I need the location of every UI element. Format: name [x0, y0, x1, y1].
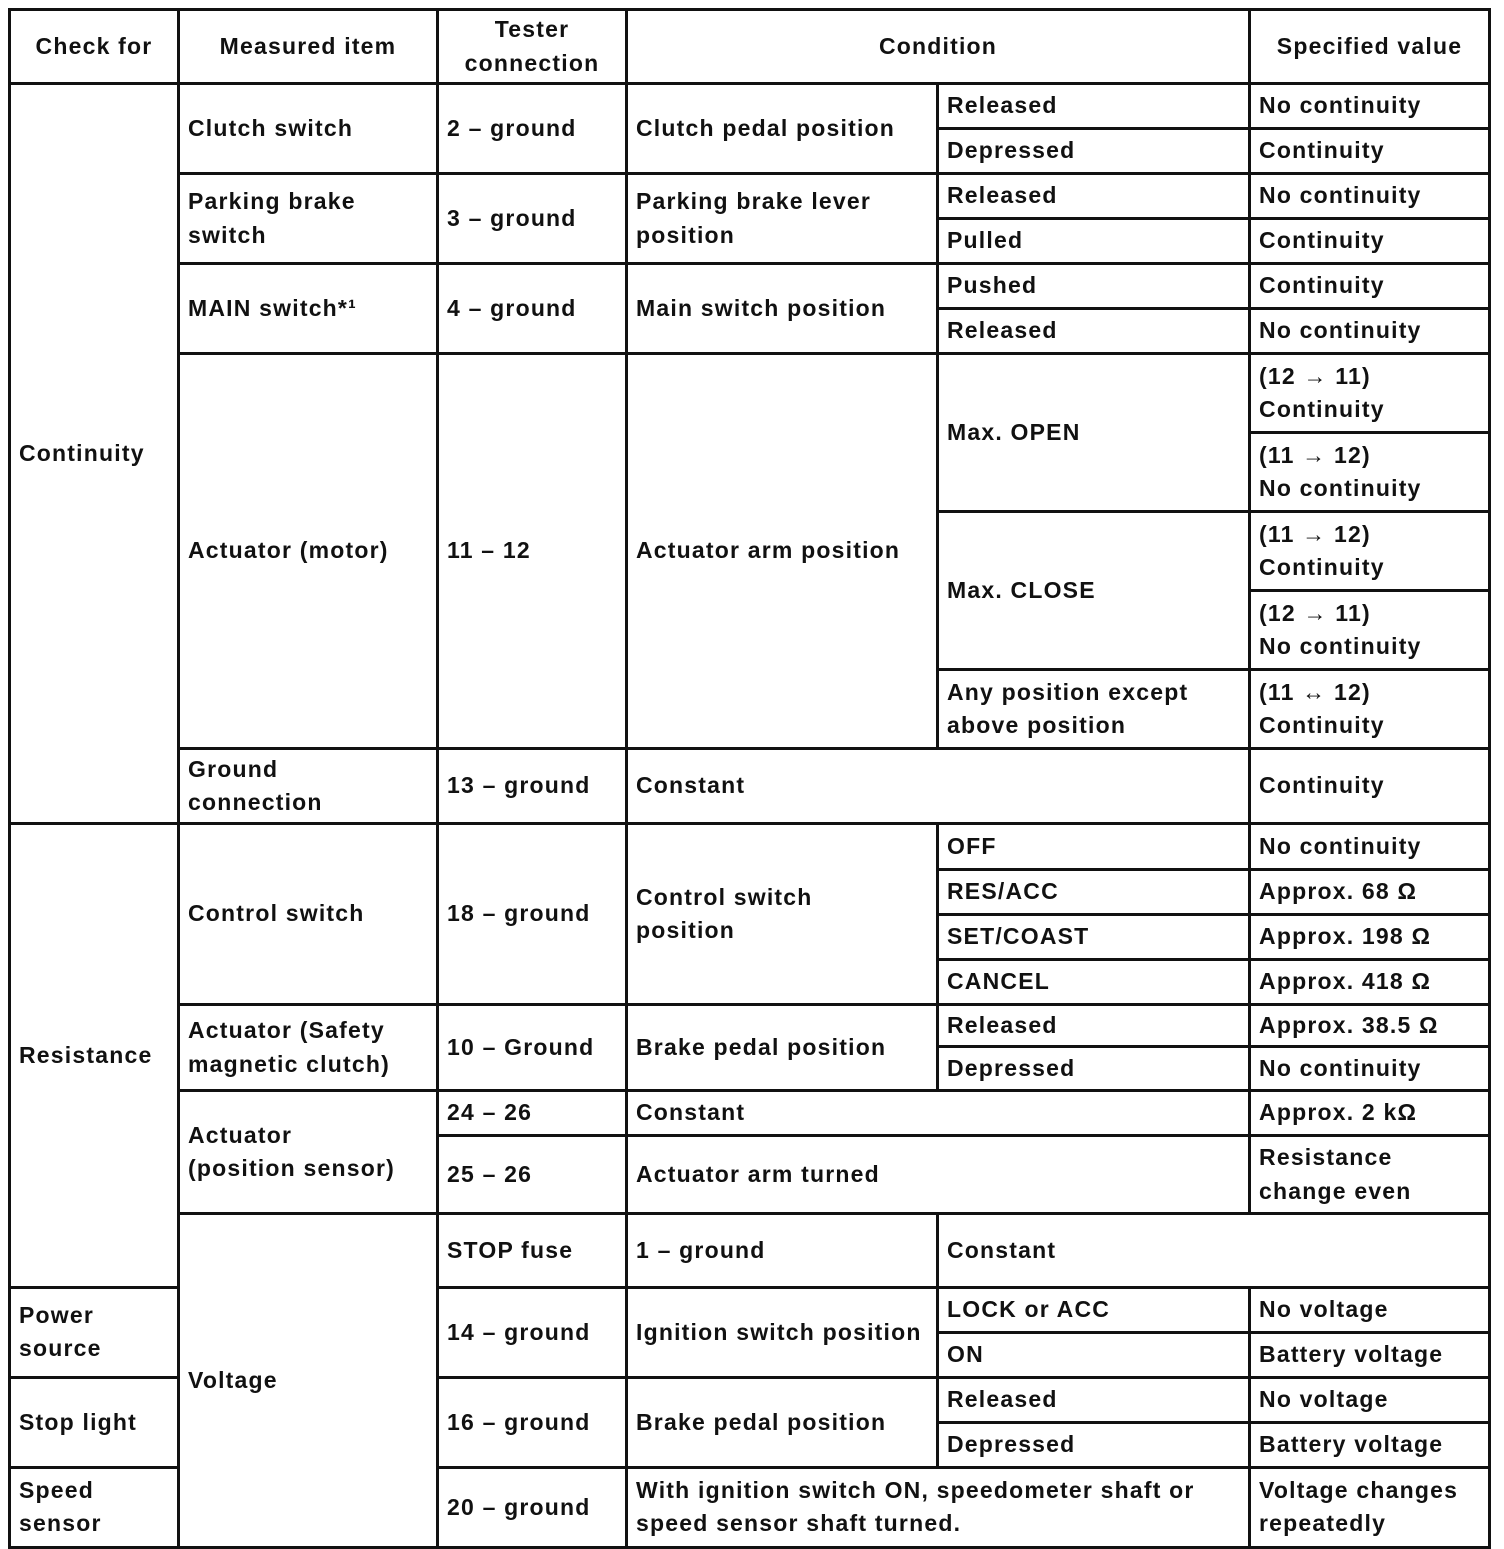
value-cell: (12 → 11) Continuity: [1250, 354, 1490, 433]
item-actuator-motor: Actuator (motor): [179, 354, 438, 749]
state-max-close: Max. CLOSE: [938, 512, 1250, 670]
conn-clutch-switch: 2 – ground: [438, 84, 627, 174]
item-clutch-switch: Clutch switch: [179, 84, 438, 174]
value-cell: Approx. 68 Ω: [1250, 870, 1490, 915]
value-cell: No continuity: [1250, 84, 1490, 129]
item-parking-brake-switch: Parking brake switch: [179, 174, 438, 264]
conn-power-source: 14 – ground: [438, 1287, 627, 1377]
state-cell: RES/ACC: [938, 870, 1250, 915]
cond-cell: Constant: [627, 1091, 1250, 1136]
state-cell: Depressed: [938, 1422, 1250, 1467]
state-cell: Released: [938, 84, 1250, 129]
item-main-switch: MAIN switch*¹: [179, 264, 438, 354]
table-row: [10, 824, 1490, 870]
header-check-for: Check for: [10, 10, 179, 84]
value-cell: No voltage: [1250, 1287, 1490, 1332]
cond-control-switch: Control switch position: [627, 824, 938, 1005]
item-speed-sensor: Speed sensor: [10, 1467, 179, 1547]
table-row: [10, 1091, 1490, 1136]
value-cell: Continuity: [1250, 219, 1490, 264]
cond-power-source: Ignition switch position: [627, 1287, 938, 1377]
table-row: [10, 749, 1490, 824]
conn-ground-connection: 13 – ground: [438, 749, 627, 824]
conn-actuator-motor: 11 – 12: [438, 354, 627, 749]
table-row: [10, 264, 1490, 309]
state-cell: Pushed: [938, 264, 1250, 309]
value-cell: Resistance change even: [1250, 1136, 1490, 1214]
state-cell: SET/COAST: [938, 915, 1250, 960]
value-cell: Approx. 198 Ω: [1250, 915, 1490, 960]
value-cell: Continuity: [1250, 749, 1490, 824]
value-cell: No continuity: [1250, 309, 1490, 354]
header-row: [10, 10, 1490, 84]
value-cell: Continuity: [1250, 129, 1490, 174]
cond-stop-light: Brake pedal position: [627, 1377, 938, 1467]
state-cell: Depressed: [938, 1047, 1250, 1091]
value-cell: Approx. 2 kΩ: [1250, 1091, 1490, 1136]
state-cell: Released: [938, 1005, 1250, 1047]
item-actuator-position-sensor: Actuator (position sensor): [179, 1091, 438, 1214]
cond-main-switch: Main switch position: [627, 264, 938, 354]
header-tester-connection: Tester connection: [438, 10, 627, 84]
value-cell: No voltage: [1250, 1377, 1490, 1422]
value-cell: Approx. 418 Ω: [1250, 960, 1490, 1005]
cond-stop-fuse: Constant: [938, 1214, 1490, 1288]
item-actuator-safety-clutch: Actuator (Safety magnetic clutch): [179, 1005, 438, 1091]
value-cell: (11 ↔ 12) Continuity: [1250, 670, 1490, 749]
value-cell: (12 → 11) No continuity: [1250, 591, 1490, 670]
state-max-open: Max. OPEN: [938, 354, 1250, 512]
value-cell: Approx. 38.5 Ω: [1250, 1005, 1490, 1047]
cond-clutch-switch: Clutch pedal position: [627, 84, 938, 174]
item-control-switch: Control switch: [179, 824, 438, 1005]
state-cell: LOCK or ACC: [938, 1287, 1250, 1332]
value-cell: (11 → 12) Continuity: [1250, 512, 1490, 591]
state-cell: OFF: [938, 824, 1250, 870]
table-row: [10, 174, 1490, 219]
value-cell: Voltage changes repeatedly: [1250, 1467, 1490, 1547]
state-cell: Released: [938, 174, 1250, 219]
value-cell: Battery voltage: [1250, 1422, 1490, 1467]
conn-speed-sensor: 20 – ground: [438, 1467, 627, 1547]
conn-control-switch: 18 – ground: [438, 824, 627, 1005]
value-cell: (11 → 12) No continuity: [1250, 433, 1490, 512]
item-power-source: Power source: [10, 1287, 179, 1377]
item-stop-light: Stop light: [10, 1377, 179, 1467]
category-voltage: Voltage: [179, 1214, 438, 1548]
cond-speed-sensor: With ignition switch ON, speedometer shaft or speed sensor shaft turned.: [627, 1467, 1250, 1547]
cond-parking-brake-switch: Parking brake lever position: [627, 174, 938, 264]
value-cell: Continuity: [1250, 264, 1490, 309]
item-stop-fuse: STOP fuse: [438, 1214, 627, 1288]
state-cell: CANCEL: [938, 960, 1250, 1005]
state-cell: Depressed: [938, 129, 1250, 174]
conn-stop-light: 16 – ground: [438, 1377, 627, 1467]
cond-ground-connection: Constant: [627, 749, 1250, 824]
header-specified-value: Specified value: [1250, 10, 1490, 84]
category-resistance: Resistance: [10, 824, 179, 1288]
cond-cell: Actuator arm turned: [627, 1136, 1250, 1214]
state-cell: Pulled: [938, 219, 1250, 264]
table-row: [10, 1005, 1490, 1047]
conn-cell: 25 – 26: [438, 1136, 627, 1214]
value-cell: No continuity: [1250, 824, 1490, 870]
conn-main-switch: 4 – ground: [438, 264, 627, 354]
state-cell: Released: [938, 1377, 1250, 1422]
conn-stop-fuse: 1 – ground: [627, 1214, 938, 1288]
inspection-table: [8, 8, 1491, 1549]
table-row: [10, 354, 1490, 433]
table-row: [10, 84, 1490, 129]
conn-cell: 24 – 26: [438, 1091, 627, 1136]
state-cell: ON: [938, 1332, 1250, 1377]
state-any-position: Any position except above position: [938, 670, 1250, 749]
conn-parking-brake-switch: 3 – ground: [438, 174, 627, 264]
cond-actuator-safety-clutch: Brake pedal position: [627, 1005, 938, 1091]
header-measured-item: Measured item: [179, 10, 438, 84]
state-cell: Released: [938, 309, 1250, 354]
table-row: [10, 1214, 1490, 1288]
conn-actuator-safety-clutch: 10 – Ground: [438, 1005, 627, 1091]
header-condition: Condition: [627, 10, 1250, 84]
value-cell: Battery voltage: [1250, 1332, 1490, 1377]
item-ground-connection: Ground connection: [179, 749, 438, 824]
value-cell: No continuity: [1250, 1047, 1490, 1091]
cond-actuator-motor: Actuator arm position: [627, 354, 938, 749]
category-continuity: Continuity: [10, 84, 179, 824]
value-cell: No continuity: [1250, 174, 1490, 219]
